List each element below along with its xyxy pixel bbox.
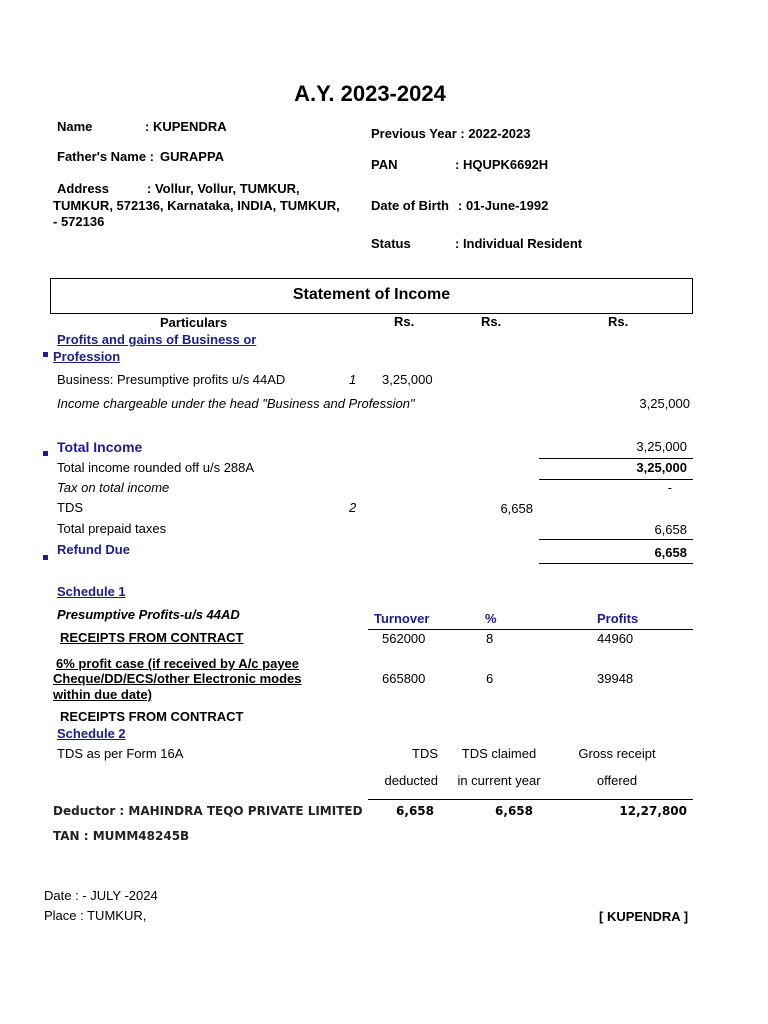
total-income-amount: 3,25,000 [636,439,687,454]
tax-label: Tax on total income [57,480,170,495]
status-label: Status [371,236,411,251]
tds-label: TDS [57,500,83,515]
bullet-icon [43,352,48,357]
name-label: Name [57,119,93,134]
tds-form-label: TDS as per Form 16A [57,746,184,761]
total-income-rule [539,458,693,459]
col-gross-receipt-line2: offered [596,773,638,788]
gross-receipt-value: 12,27,800 [619,804,687,818]
address-label: Address [57,181,110,196]
dob-label: Date of Birth [371,198,449,213]
status-value: : Individual Resident [455,236,583,251]
prepaid-rule [539,539,693,540]
schedule1-row1-percent: 8 [486,631,494,646]
total-income-label: Total Income [57,439,143,455]
col-percent: % [485,611,497,626]
col-tds-claimed-line2: in current year [457,773,541,788]
prepaid-amount: 6,658 [654,522,687,537]
col-tds-deducted-line2: deducted [384,773,438,788]
pgbp-heading-line1: Profits and gains of Business or [57,332,257,347]
tds-ref: 2 [349,500,357,515]
signature: [ KUPENDRA ] [599,909,689,924]
pgbp-heading-line2: Profession [53,349,121,364]
rounded-amount: 3,25,000 [636,460,687,475]
document-title: A.Y. 2023-2024 [294,81,446,106]
footer-date: Date : - JULY -2024 [44,888,158,903]
schedule1-heading: Schedule 1 [57,584,126,599]
refund-amount: 6,658 [654,545,687,560]
footer-place: Place : TUMKUR, [44,908,147,923]
schedule1-header-rule [368,629,693,630]
business-ref: 1 [349,372,357,387]
col-rs-2: Rs. [481,314,502,329]
refund-label: Refund Due [57,542,130,557]
schedule1-row2-line2: Cheque/DD/ECS/other Electronic modes [53,671,302,686]
schedule2-header-rule [368,799,693,800]
tds-deducted-value: 6,658 [396,804,434,818]
statement-heading: Statement of Income [292,286,451,303]
schedule1-row2-percent: 6 [486,671,494,686]
tds-claimed-value: 6,658 [495,804,533,818]
previous-year: Previous Year : 2022-2023 [371,126,531,141]
col-profits: Profits [597,611,639,626]
address-value: : Vollur, Vollur, TUMKUR, [147,181,300,196]
pan-label: PAN [371,157,398,172]
schedule2-heading: Schedule 2 [57,726,126,741]
address-line-2: TUMKUR, 572136, Karnataka, INDIA, TUMKUR, [53,198,340,213]
tds-amount: 6,658 [500,501,533,516]
schedule1-row1-label: RECEIPTS FROM CONTRACT [60,630,244,645]
schedule1-subheading: Presumptive Profits-u/s 44AD [57,607,240,622]
name-value: : KUPENDRA [145,119,227,134]
pan-value: : HQUPK6692H [455,157,549,172]
col-gross-receipt-line1: Gross receipt [578,746,656,761]
col-tds-claimed-line1: TDS claimed [461,746,537,761]
tax-amount: - [667,480,672,495]
business-label: Business: Presumptive profits u/s 44AD [57,372,286,387]
income-head-label: Income chargeable under the head "Business and Profession" [57,396,415,411]
income-head-amount: 3,25,000 [639,396,690,411]
prepaid-label: Total prepaid taxes [57,521,167,536]
schedule1-row1-profits: 44960 [597,631,634,646]
dob-value: : 01-June-1992 [458,198,549,213]
father-label: Father's Name : [57,149,155,164]
tan: TAN : MUMM48245B [53,829,190,843]
schedule1-row3-label: RECEIPTS FROM CONTRACT [60,709,244,724]
rounded-label: Total income rounded off u/s 288A [57,460,255,475]
deductor: Deductor : MAHINDRA TEQO PRIVATE LIMITED [53,804,363,818]
bullet-icon [43,555,48,560]
father-value: GURAPPA [160,149,225,164]
schedule1-row2-line3: within due date) [53,687,152,702]
business-amount: 3,25,000 [382,372,433,387]
bullet-icon [43,451,48,456]
schedule1-row2-profits: 39948 [597,671,634,686]
address-line-3: - 572136 [53,214,105,229]
refund-rule [539,563,693,564]
col-particulars: Particulars [160,315,228,330]
schedule1-row2-line1: 6% profit case (if received by A/c payee [56,656,300,671]
col-rs-3: Rs. [608,314,629,329]
schedule1-row1-turnover: 562000 [382,631,426,646]
col-tds-deducted-line1: TDS [412,746,438,761]
schedule1-row2-turnover: 665800 [382,671,426,686]
col-rs-1: Rs. [394,314,415,329]
col-turnover: Turnover [374,611,430,626]
